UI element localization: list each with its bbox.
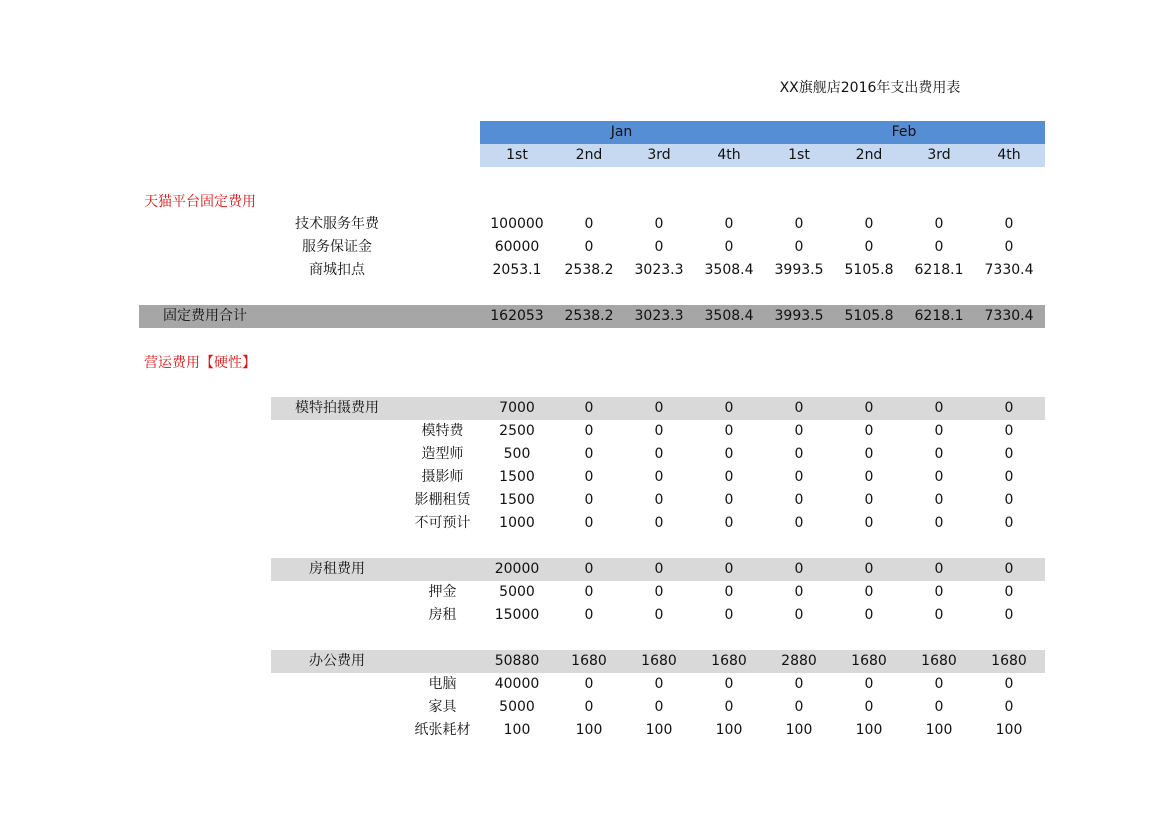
group-item-value: 0 (654, 515, 664, 531)
week-header: 2nd (855, 147, 883, 163)
group-item-value: 0 (654, 423, 664, 439)
group-item-value: 0 (654, 607, 664, 623)
group-item-value: 0 (934, 423, 944, 439)
fixed-total-value: 5105.8 (844, 308, 894, 324)
group-item-total: 1500 (499, 492, 535, 508)
month-header-feb: Feb (891, 124, 917, 140)
group-value: 0 (864, 561, 874, 577)
group-item-value: 0 (654, 676, 664, 692)
group-item-value: 0 (794, 515, 804, 531)
group-value: 0 (794, 561, 804, 577)
fixed-row-value: 0 (794, 239, 804, 255)
fixed-row-value: 0 (584, 239, 594, 255)
group-item-total: 2500 (499, 423, 535, 439)
group-value: 0 (934, 400, 944, 416)
group-item-value: 0 (584, 446, 594, 462)
group-item-value: 0 (864, 492, 874, 508)
group-item-value: 0 (794, 492, 804, 508)
group-item-total: 1000 (499, 515, 535, 531)
group-item-value: 0 (654, 584, 664, 600)
group-item-value: 0 (1004, 515, 1014, 531)
fixed-row-value: 0 (584, 216, 594, 232)
fixed-row-value: 0 (864, 216, 874, 232)
group-value: 0 (654, 400, 664, 416)
group-item-value: 0 (584, 423, 594, 439)
group-value: 0 (1004, 561, 1014, 577)
group-item-value: 0 (864, 607, 874, 623)
section-operating-fees: 营运费用【硬性】 (144, 355, 256, 371)
group-item-value: 0 (584, 607, 594, 623)
group-item-label: 电脑 (428, 676, 457, 692)
group-item-value: 0 (1004, 492, 1014, 508)
group-item-value: 0 (584, 584, 594, 600)
group-value: 0 (584, 561, 594, 577)
week-header: 3rd (647, 147, 671, 163)
group-value: 1680 (921, 653, 957, 669)
group-item-value: 0 (1004, 699, 1014, 715)
group-label: 办公费用 (309, 653, 365, 669)
fixed-row-value: 6218.1 (914, 262, 964, 278)
fixed-row-label: 服务保证金 (302, 239, 372, 255)
group-total: 20000 (494, 561, 540, 577)
group-item-label: 摄影师 (421, 469, 464, 485)
fixed-row-value: 0 (724, 239, 734, 255)
fixed-total-value: 3993.5 (774, 308, 824, 324)
group-item-total: 500 (503, 446, 531, 462)
group-item-value: 0 (724, 423, 734, 439)
group-label: 房租费用 (309, 561, 365, 577)
fixed-row-total: 60000 (494, 239, 540, 255)
group-item-label: 押金 (428, 584, 457, 600)
group-item-value: 0 (864, 515, 874, 531)
group-item-label: 影棚租赁 (414, 492, 471, 508)
group-value: 1680 (851, 653, 887, 669)
group-item-value: 0 (1004, 446, 1014, 462)
fixed-row-value: 0 (794, 216, 804, 232)
group-item-value: 0 (864, 423, 874, 439)
group-item-value: 0 (864, 584, 874, 600)
section-fixed-fees: 天猫平台固定费用 (144, 194, 256, 210)
sheet-title: XX旗舰店2016年支出费用表 (779, 80, 961, 96)
group-item-value: 0 (724, 607, 734, 623)
group-item-value: 0 (584, 469, 594, 485)
group-item-value: 0 (934, 515, 944, 531)
group-item-value: 0 (794, 469, 804, 485)
fixed-row-value: 0 (1004, 239, 1014, 255)
group-item-value: 0 (584, 492, 594, 508)
group-item-value: 0 (934, 469, 944, 485)
group-value: 1680 (641, 653, 677, 669)
fixed-row-total: 100000 (490, 216, 544, 232)
fixed-row-value: 0 (724, 216, 734, 232)
group-item-label: 纸张耗材 (414, 722, 471, 738)
fixed-row-label: 技术服务年费 (295, 216, 379, 232)
group-item-label: 家具 (428, 699, 457, 715)
fixed-row-value: 3023.3 (634, 262, 684, 278)
fixed-total-total: 162053 (490, 308, 544, 324)
group-item-total: 5000 (499, 584, 535, 600)
group-item-total: 1500 (499, 469, 535, 485)
group-value: 0 (724, 561, 734, 577)
group-item-value: 0 (934, 446, 944, 462)
fixed-row-value: 5105.8 (844, 262, 894, 278)
group-value: 1680 (711, 653, 747, 669)
week-header: 4th (997, 147, 1021, 163)
group-item-value: 0 (654, 469, 664, 485)
fixed-row-value: 7330.4 (984, 262, 1034, 278)
group-item-value: 0 (1004, 607, 1014, 623)
fixed-row-value: 0 (864, 239, 874, 255)
week-header: 1st (506, 147, 528, 163)
group-item-label: 造型师 (421, 446, 464, 462)
group-value: 1680 (991, 653, 1027, 669)
group-item-label: 房租 (428, 607, 457, 623)
group-item-value: 0 (864, 699, 874, 715)
group-item-value: 0 (794, 584, 804, 600)
week-header: 1st (788, 147, 810, 163)
group-item-total: 15000 (494, 607, 540, 623)
group-item-value: 0 (934, 607, 944, 623)
group-item-value: 100 (995, 722, 1023, 738)
group-item-value: 0 (864, 676, 874, 692)
group-total: 7000 (499, 400, 535, 416)
group-item-value: 0 (1004, 469, 1014, 485)
group-value: 0 (934, 561, 944, 577)
group-item-value: 0 (794, 699, 804, 715)
fixed-total-value: 3508.4 (704, 308, 754, 324)
group-item-total: 40000 (494, 676, 540, 692)
group-item-label: 模特费 (421, 423, 464, 439)
group-value: 0 (794, 400, 804, 416)
group-item-value: 0 (724, 515, 734, 531)
group-item-value: 0 (724, 699, 734, 715)
group-item-value: 0 (654, 492, 664, 508)
group-item-value: 0 (934, 699, 944, 715)
month-header-jan: Jan (610, 124, 633, 140)
group-item-value: 0 (794, 423, 804, 439)
group-item-value: 100 (855, 722, 883, 738)
fixed-row-value: 0 (934, 216, 944, 232)
group-total: 50880 (494, 653, 540, 669)
group-item-value: 0 (794, 446, 804, 462)
group-item-total: 5000 (499, 699, 535, 715)
fixed-row-value: 2538.2 (564, 262, 614, 278)
fixed-row-total: 2053.1 (492, 262, 542, 278)
group-item-value: 0 (934, 492, 944, 508)
fixed-total-value: 2538.2 (564, 308, 614, 324)
group-label: 模特拍摄费用 (295, 400, 379, 416)
group-value: 0 (1004, 400, 1014, 416)
group-item-value: 0 (1004, 423, 1014, 439)
group-item-total: 100 (503, 722, 531, 738)
fixed-total-label: 固定费用合计 (163, 308, 247, 324)
fixed-total-value: 6218.1 (914, 308, 964, 324)
group-item-value: 0 (724, 676, 734, 692)
week-header: 4th (717, 147, 741, 163)
group-value: 1680 (571, 653, 607, 669)
week-header: 2nd (575, 147, 603, 163)
group-item-value: 100 (645, 722, 673, 738)
group-item-value: 0 (724, 446, 734, 462)
group-item-value: 100 (785, 722, 813, 738)
group-item-value: 0 (584, 515, 594, 531)
group-item-value: 0 (654, 446, 664, 462)
fixed-row-value: 3993.5 (774, 262, 824, 278)
group-item-value: 0 (864, 469, 874, 485)
group-value: 0 (654, 561, 664, 577)
group-value: 0 (584, 400, 594, 416)
fixed-total-value: 3023.3 (634, 308, 684, 324)
group-item-value: 0 (724, 469, 734, 485)
fixed-total-value: 7330.4 (984, 308, 1034, 324)
fixed-row-value: 0 (1004, 216, 1014, 232)
group-item-value: 0 (794, 676, 804, 692)
fixed-row-value: 3508.4 (704, 262, 754, 278)
group-value: 0 (724, 400, 734, 416)
group-value: 0 (864, 400, 874, 416)
group-item-value: 100 (575, 722, 603, 738)
group-item-value: 0 (934, 676, 944, 692)
group-item-value: 0 (584, 676, 594, 692)
fixed-row-label: 商城扣点 (309, 262, 365, 278)
group-item-label: 不可预计 (414, 515, 471, 531)
week-header: 3rd (927, 147, 951, 163)
group-item-value: 100 (925, 722, 953, 738)
group-item-value: 0 (1004, 584, 1014, 600)
fixed-row-value: 0 (934, 239, 944, 255)
group-item-value: 0 (1004, 676, 1014, 692)
group-item-value: 0 (724, 492, 734, 508)
group-item-value: 0 (794, 607, 804, 623)
group-item-value: 100 (715, 722, 743, 738)
fixed-row-value: 0 (654, 216, 664, 232)
fixed-row-value: 0 (654, 239, 664, 255)
group-item-value: 0 (654, 699, 664, 715)
group-value: 2880 (781, 653, 817, 669)
group-item-value: 0 (864, 446, 874, 462)
group-item-value: 0 (934, 584, 944, 600)
group-item-value: 0 (724, 584, 734, 600)
group-item-value: 0 (584, 699, 594, 715)
